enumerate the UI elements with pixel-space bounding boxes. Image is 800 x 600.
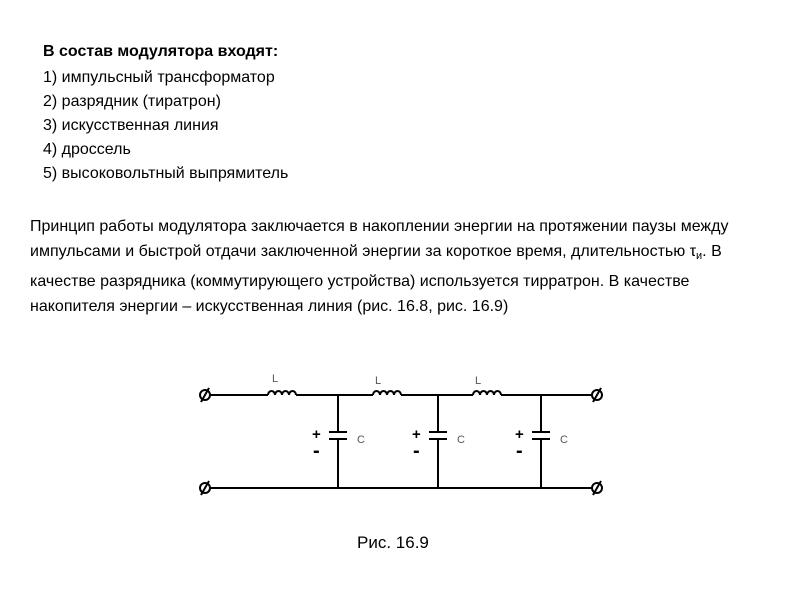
paragraph-text-start: Принцип работы модулятора заключается в накоплении энергии на протяжении паузы между импульсами и быстрой отдачи заключенной энергии за короткое время, длительностью τ	[30, 218, 729, 260]
inductor-3	[473, 391, 501, 395]
components-list	[43, 66, 288, 186]
minus-sign: -	[313, 440, 320, 462]
inductor-label: L	[272, 373, 279, 385]
inductor-label: L	[375, 375, 382, 387]
component-item: 3) искусственная линия	[43, 117, 219, 134]
minus-sign: -	[413, 440, 420, 462]
capacitor-3	[532, 395, 550, 488]
inductor-2	[373, 391, 401, 395]
plus-sign: +	[515, 426, 524, 443]
plus-sign: +	[412, 426, 421, 443]
capacitor-2	[429, 395, 447, 488]
inductor-1	[268, 391, 296, 395]
capacitor-label: C	[457, 434, 465, 446]
component-item: 5) высоковольтный выпрямитель	[43, 165, 289, 182]
figure-caption: Рис. 16.9	[357, 533, 429, 552]
components-heading: В состав модулятора входят:	[43, 43, 279, 60]
component-item: 4) дроссель	[43, 141, 131, 158]
tau-subscript: и	[696, 250, 703, 262]
component-item: 1) импульсный трансформатор	[43, 69, 275, 86]
capacitor-label: C	[560, 434, 568, 446]
capacitor-1	[329, 395, 347, 488]
plus-sign: +	[312, 426, 321, 443]
paragraph-text-end: . В качестве разрядника (коммутирующего устройства) используется тирратрон. В качестве накопителя энергии – искусственная линия (рис. 16.8, рис. 16.9)	[30, 243, 722, 315]
component-item: 2) разрядник (тиратрон)	[43, 93, 221, 110]
principle-paragraph	[30, 214, 750, 319]
minus-sign: -	[516, 440, 523, 462]
artificial-line-circuit-diagram	[195, 365, 615, 505]
inductor-label: L	[475, 375, 482, 387]
capacitor-label: C	[357, 434, 365, 446]
